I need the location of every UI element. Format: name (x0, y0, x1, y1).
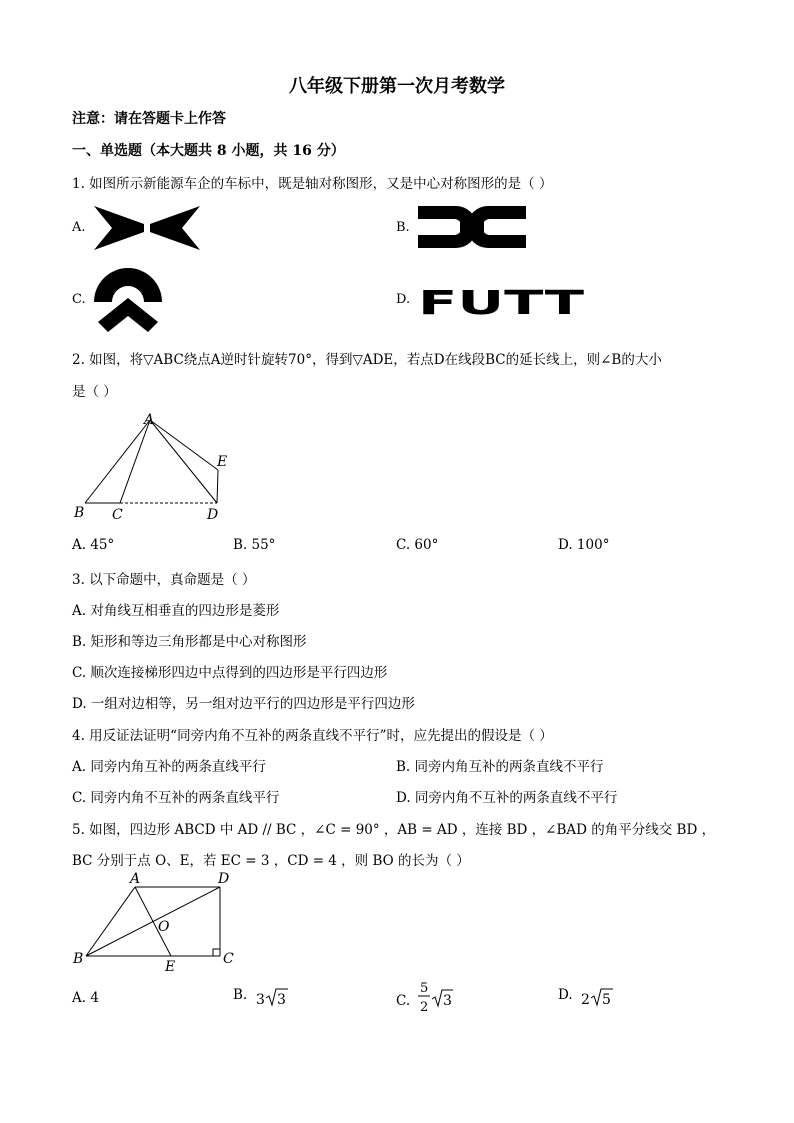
q2-label-b: B (74, 505, 85, 521)
q3-option-c[interactable]: C. 顺次连接梯形四边中点得到的四边形是平行四边形 (72, 665, 388, 681)
q3-option-a[interactable]: A. 对角线互相垂直的四边形是菱形 (72, 603, 280, 619)
q2-label-d: D (207, 507, 219, 523)
q2-stem-line2: 是（ ） (72, 384, 117, 400)
q1-option-c-label[interactable]: C. (72, 292, 86, 307)
q5-option-d-math (580, 984, 620, 1010)
q4-option-d[interactable]: D. 同旁内角不互补的两条直线不平行 (396, 790, 618, 806)
q3-stem: 3. 以下命题中，真命题是（ ） (72, 572, 256, 588)
logo-b-icon (416, 204, 528, 250)
q5-option-b-label: B. (233, 987, 248, 1003)
q5-d-coef: 2 (581, 992, 590, 1008)
notice: 注意：请在答题卡上作答 (72, 111, 226, 127)
logo-d-text: FUTT (418, 283, 585, 322)
q2-option-a[interactable]: A. 45° (72, 537, 115, 553)
q5-stem-line2: BC 分别于点 O、E，若 EC = 3 ，CD = 4 ，则 BO 的长为（ ） (72, 853, 470, 869)
q5-option-b[interactable] (233, 984, 286, 1008)
q2-label-e: E (217, 454, 228, 470)
q5-label-c: C (223, 951, 234, 967)
q1-stem: 1. 如图所示新能源车企的车标中，既是轴对称图形，又是中心对称图形的是（ ） (72, 176, 553, 192)
q3-option-d[interactable]: D. 一组对边相等，另一组对边平行的四边形是平行四边形 (72, 696, 415, 712)
q2-option-c[interactable]: C. 60° (396, 537, 439, 553)
q5-label-d: D (218, 871, 230, 887)
q5-label-b: B (73, 951, 84, 967)
q5-b-rad: 3 (277, 992, 286, 1008)
q5-label-a: A (130, 871, 141, 887)
logo-a-icon (92, 204, 202, 252)
q5-option-d[interactable] (558, 984, 611, 1008)
q5-d-rad: 5 (602, 992, 611, 1008)
q4-option-b[interactable]: B. 同旁内角互补的两条直线不平行 (396, 759, 604, 775)
q4-option-c[interactable]: C. 同旁内角不互补的两条直线平行 (72, 790, 280, 806)
q5-c-den: 2 (420, 1000, 429, 1015)
q5-option-d-label: D. (558, 987, 573, 1003)
q5-option-a[interactable]: A. 4 (72, 990, 99, 1006)
q2-option-d[interactable]: D. 100° (558, 537, 610, 553)
q5-stem-line1: 5. 如图，四边形 ABCD 中 AD // BC ，∠C = 90° ，AB = AD ，连接 BD ，∠BAD 的角平分线交 BD ， (72, 822, 716, 838)
q5-option-c[interactable] (396, 978, 452, 1015)
q2-label-a: A (144, 412, 155, 428)
section-heading: 一、单选题（本大题共 8 小题，共 16 分） (72, 143, 345, 159)
q5-option-c-label: C. (396, 993, 411, 1009)
q2-option-b[interactable]: B. 55° (233, 537, 276, 553)
q3-option-b[interactable]: B. 矩形和等边三角形都是中心对称图形 (72, 634, 307, 650)
q5-label-o: O (158, 919, 170, 935)
q5-label-e: E (165, 959, 176, 975)
page-title: 八年级下册第一次月考数学 (289, 76, 505, 97)
q1-option-b-label[interactable]: B. (396, 220, 410, 235)
q2-label-c: C (112, 507, 123, 523)
q4-stem: 4. 用反证法证明“同旁内角不互补的两条直线不平行”时，应先提出的假设是（ ） (72, 728, 553, 744)
logo-d-icon (418, 283, 588, 322)
q5-b-coef: 3 (256, 992, 265, 1008)
q2-figure (72, 410, 242, 525)
q5-c-num: 5 (420, 981, 429, 996)
q5-c-rad: 3 (443, 993, 452, 1009)
q4-option-a[interactable]: A. 同旁内角互补的两条直线平行 (72, 759, 266, 775)
q5-option-c-math (418, 978, 458, 1018)
q1-option-d-label[interactable]: D. (396, 292, 411, 307)
q2-stem-line1: 2. 如图，将▽ABC绕点A逆时针旋转70°，得到▽ADE，若点D在线段BC的延长线上，则∠B的大小 (72, 352, 662, 368)
q1-option-a-label[interactable]: A. (72, 220, 86, 235)
q5-figure (70, 870, 245, 975)
logo-c-icon (92, 264, 164, 334)
q5-option-b-math (255, 984, 295, 1010)
